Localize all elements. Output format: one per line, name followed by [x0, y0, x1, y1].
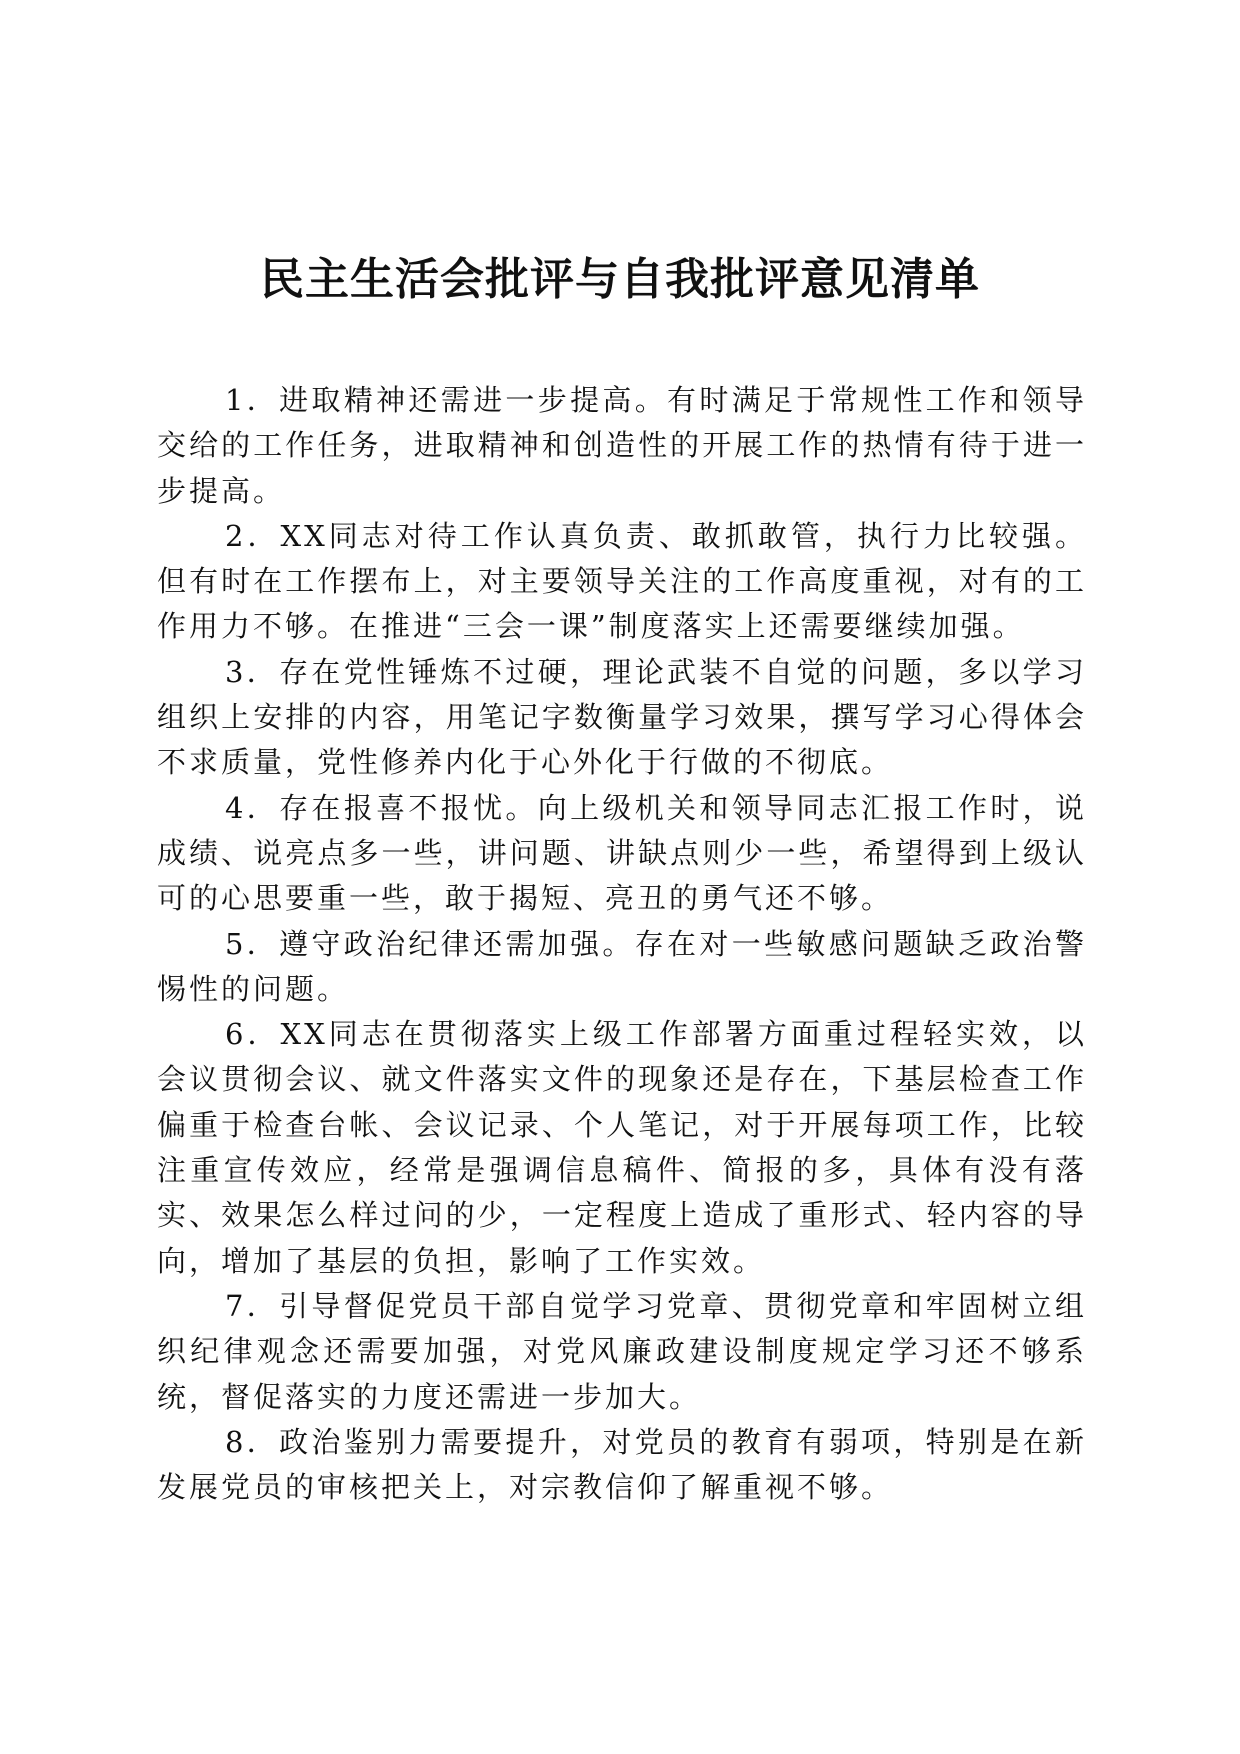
- list-item: 2．XX同志对待工作认真负责、敢抓敢管，执行力比较强。但有时在工作摆布上，对主要领导关注的工作高度重视，对有的工作用力不够。在推进“三会一课”制度落实上还需要继续加强。: [157, 518, 1087, 644]
- list-item: 7．引导督促党员干部自觉学习党章、贯彻党章和牢固树立组织纪律观念还需要加强，对党风廉政建设制度规定学习还不够系统，督促落实的力度还需进一步加大。: [157, 1288, 1087, 1414]
- list-item: 3．存在党性锤炼不过硬，理论武装不自觉的问题，多以学习组织上安排的内容，用笔记字数衡量学习效果，撰写学习心得体会不求质量，党性修养内化于心外化于行做的不彻底。: [157, 654, 1087, 780]
- document-title: 民主生活会批评与自我批评意见清单: [260, 254, 980, 305]
- list-item: 6．XX同志在贯彻落实上级工作部署方面重过程轻实效，以会议贯彻会议、就文件落实文件的现象还是存在，下基层检查工作偏重于检查台帐、会议记录、个人笔记，对于开展每项工作，比较注重宣传效应，经常是强调信息稿件、简报的多，具体有没有落实、效果怎么样过问的少，一定程度上造成了重形式、轻内容的导向，增加了基层的负担，影响了工作实效。: [157, 1017, 1087, 1278]
- list-item: 1．进取精神还需进一步提高。有时满足于常规性工作和领导交给的工作任务，进取精神和创造性的开展工作的热情有待于进一步提高。: [157, 383, 1087, 508]
- list-item: 8．政治鉴别力需要提升，对党员的教育有弱项，特别是在新发展党员的审核把关上，对宗教信仰了解重视不够。: [157, 1424, 1087, 1505]
- list-item: 4．存在报喜不报忧。向上级机关和领导同志汇报工作时，说成绩、说亮点多一些，讲问题、讲缺点则少一些，希望得到上级认可的心思要重一些，敢于揭短、亮丑的勇气还不够。: [157, 790, 1087, 916]
- document-body: [157, 378, 1087, 1510]
- list-item: 5．遵守政治纪律还需加强。存在对一些敏感问题缺乏政治警惕性的问题。: [157, 926, 1087, 1006]
